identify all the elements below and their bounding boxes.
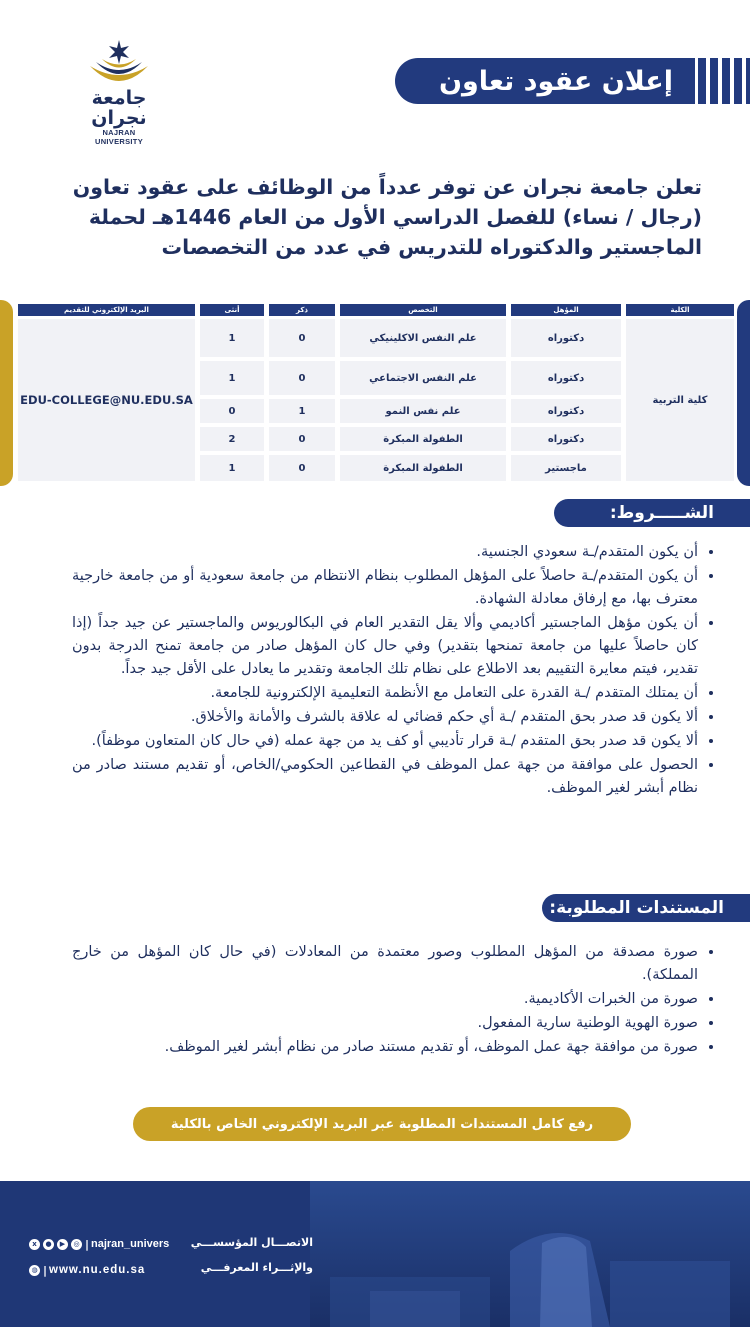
table-cell-male: 0 [269,319,335,357]
banner-stripe [746,58,750,104]
list-item: • الحصول على موافقة من جهة عمل الموظف في القطاعين الحكومي/الخاص، أو تقديم مستند صادر من نظام أبشر لغير الموظف. [72,754,698,800]
banner-stripe [734,58,742,104]
university-logo [78,38,160,146]
table-cell-qualification: دكتوراه [511,319,621,357]
submit-note-banner: رفع كامل المستندات المطلوبة عبر البريد الإلكتروني الخاص بالكلية [133,1107,631,1141]
table-cell-female: 0 [200,399,264,423]
header-specialty: التخصص [340,304,506,316]
list-item: • صورة مصدقة من المؤهل المطلوب وصور معتمدة من المعادلات (في حال كان المؤهل من خارج المملكة). [72,941,698,987]
table-accent-right [737,300,750,486]
table-cell-qualification: دكتوراه [511,361,621,395]
table-cell-male: 1 [269,399,335,423]
list-item: • أن يكون المتقدم/ـة سعودي الجنسية. [72,541,698,564]
table-cell-specialty: الطفولة المبكرة [340,427,506,451]
footer [0,1181,750,1327]
footer-divider: | [85,1238,90,1251]
list-item: • صورة من موافقة جهة عمل الموظف، أو تقديم مستند صادر من نظام أبشر لغير الموظف. [72,1036,698,1059]
x-icon[interactable]: x [29,1239,40,1250]
table-cell-qualification: دكتوراه [511,427,621,451]
footer-slogan-line1: الاتصـــال المؤسســـي [190,1236,313,1249]
logo-emblem-icon [84,38,154,90]
banner-stripe [710,58,718,104]
table-cell-specialty: الطفولة المبكرة [340,455,506,481]
list-item: • ألا يكون قد صدر بحق المتقدم /ـة أي حكم قضائي له علاقة بالشرف والأمانة والأخلاق. [72,706,698,729]
campus-building-image [310,1181,750,1327]
footer-social-handle[interactable]: najran_univers [91,1238,170,1250]
list-item: • صورة الهوية الوطنية سارية المفعول. [72,1012,698,1035]
youtube-icon[interactable]: ▶ [57,1239,68,1250]
table-cell-specialty: علم النفس الاجتماعي [340,361,506,395]
conditions-heading: الشـــــروط: [554,499,750,527]
table-accent-left [0,300,13,486]
footer-slogan-line2: والإثـــراء المعرفـــي [200,1261,313,1274]
table-cell-male: 0 [269,361,335,395]
banner-stripe [698,58,706,104]
list-item: • أن يمتلك المتقدم /ـة القدرة على التعامل مع الأنظمة التعليمية الإلكترونية للجامعة. [72,682,698,705]
banner-stripe [722,58,730,104]
logo-arabic-text: جامعة نجران [91,87,147,129]
college-cell: كلية التربية [626,319,734,481]
intro-text: تعلن جامعة نجران عن توفر عدداً من الوظائف على عقود تعاون (رجال / نساء) للفصل الدراسي الأول من العام 1446هـ لحملة الماجستير والدكتوراه للتدريس في عدد من التخصصات [72,175,702,259]
table-cell-female: 1 [200,455,264,481]
list-item: • صورة من الخبرات الأكاديمية. [72,988,698,1011]
footer-website-link[interactable]: www.nu.edu.sa [49,1264,146,1276]
footer-divider: | [43,1264,48,1277]
list-item: • أن يكون مؤهل الماجستير أكاديمي وألا يقل التقدير العام في البكالوريوس والماجستير عن جيد جداً (إذا كان حاصلاً عليها من جامعة تمنحها بتقدير) وفي حال كان المؤهل صادر من جامعة تمنح الدرجة بدون تقدير، فيتم معايرة التقييم بعد الاطلاع على نظام تلك الجامعة وتقدير ما يعادل على الأقل جيد جداً. [72,612,698,681]
table-cell-specialty: علم النفس الاكلينيكي [340,319,506,357]
header-college: الكلية [626,304,734,316]
header-male: ذكر [269,304,335,316]
documents-heading: المستندات المطلوبة: [542,894,750,922]
header-female: أنثى [200,304,264,316]
header-qualification: المؤهل [511,304,621,316]
table-cell-female: 1 [200,361,264,395]
instagram-icon[interactable]: ◎ [71,1239,82,1250]
documents-list [72,941,716,1060]
table-cell-female: 1 [200,319,264,357]
logo-english-text: NAJRAN UNIVERSITY [94,128,143,146]
globe-icon[interactable]: ◍ [29,1265,40,1276]
table-cell-male: 0 [269,427,335,451]
table-cell-female: 2 [200,427,264,451]
list-item: • ألا يكون قد صدر بحق المتقدم /ـة قرار تأديبي أو كف يد من جهة عمله (في حال كان المتعاون موظفاً). [72,730,698,753]
title-banner [395,58,695,104]
list-item: • أن يكون المتقدم/ـة حاصلاً على المؤهل المطلوب بنظام الانتظام من جامعة سعودية أو من جامعة خارجية معترف بها، مع إرفاق معادلة الشهادة. [72,565,698,611]
table-cell-specialty: علم نفس النمو [340,399,506,423]
email-cell[interactable]: EDU-COLLEGE@NU.EDU.SA [18,319,195,481]
page-title: إعلان عقود تعاون [438,65,673,97]
table-cell-male: 0 [269,455,335,481]
table-cell-qualification: دكتوراه [511,399,621,423]
snapchat-icon[interactable]: ● [43,1239,54,1250]
positions-table [0,300,750,486]
header-email: البريد الإلكتروني للتقديم [18,304,195,316]
conditions-list [72,541,716,801]
table-cell-qualification: ماجستير [511,455,621,481]
